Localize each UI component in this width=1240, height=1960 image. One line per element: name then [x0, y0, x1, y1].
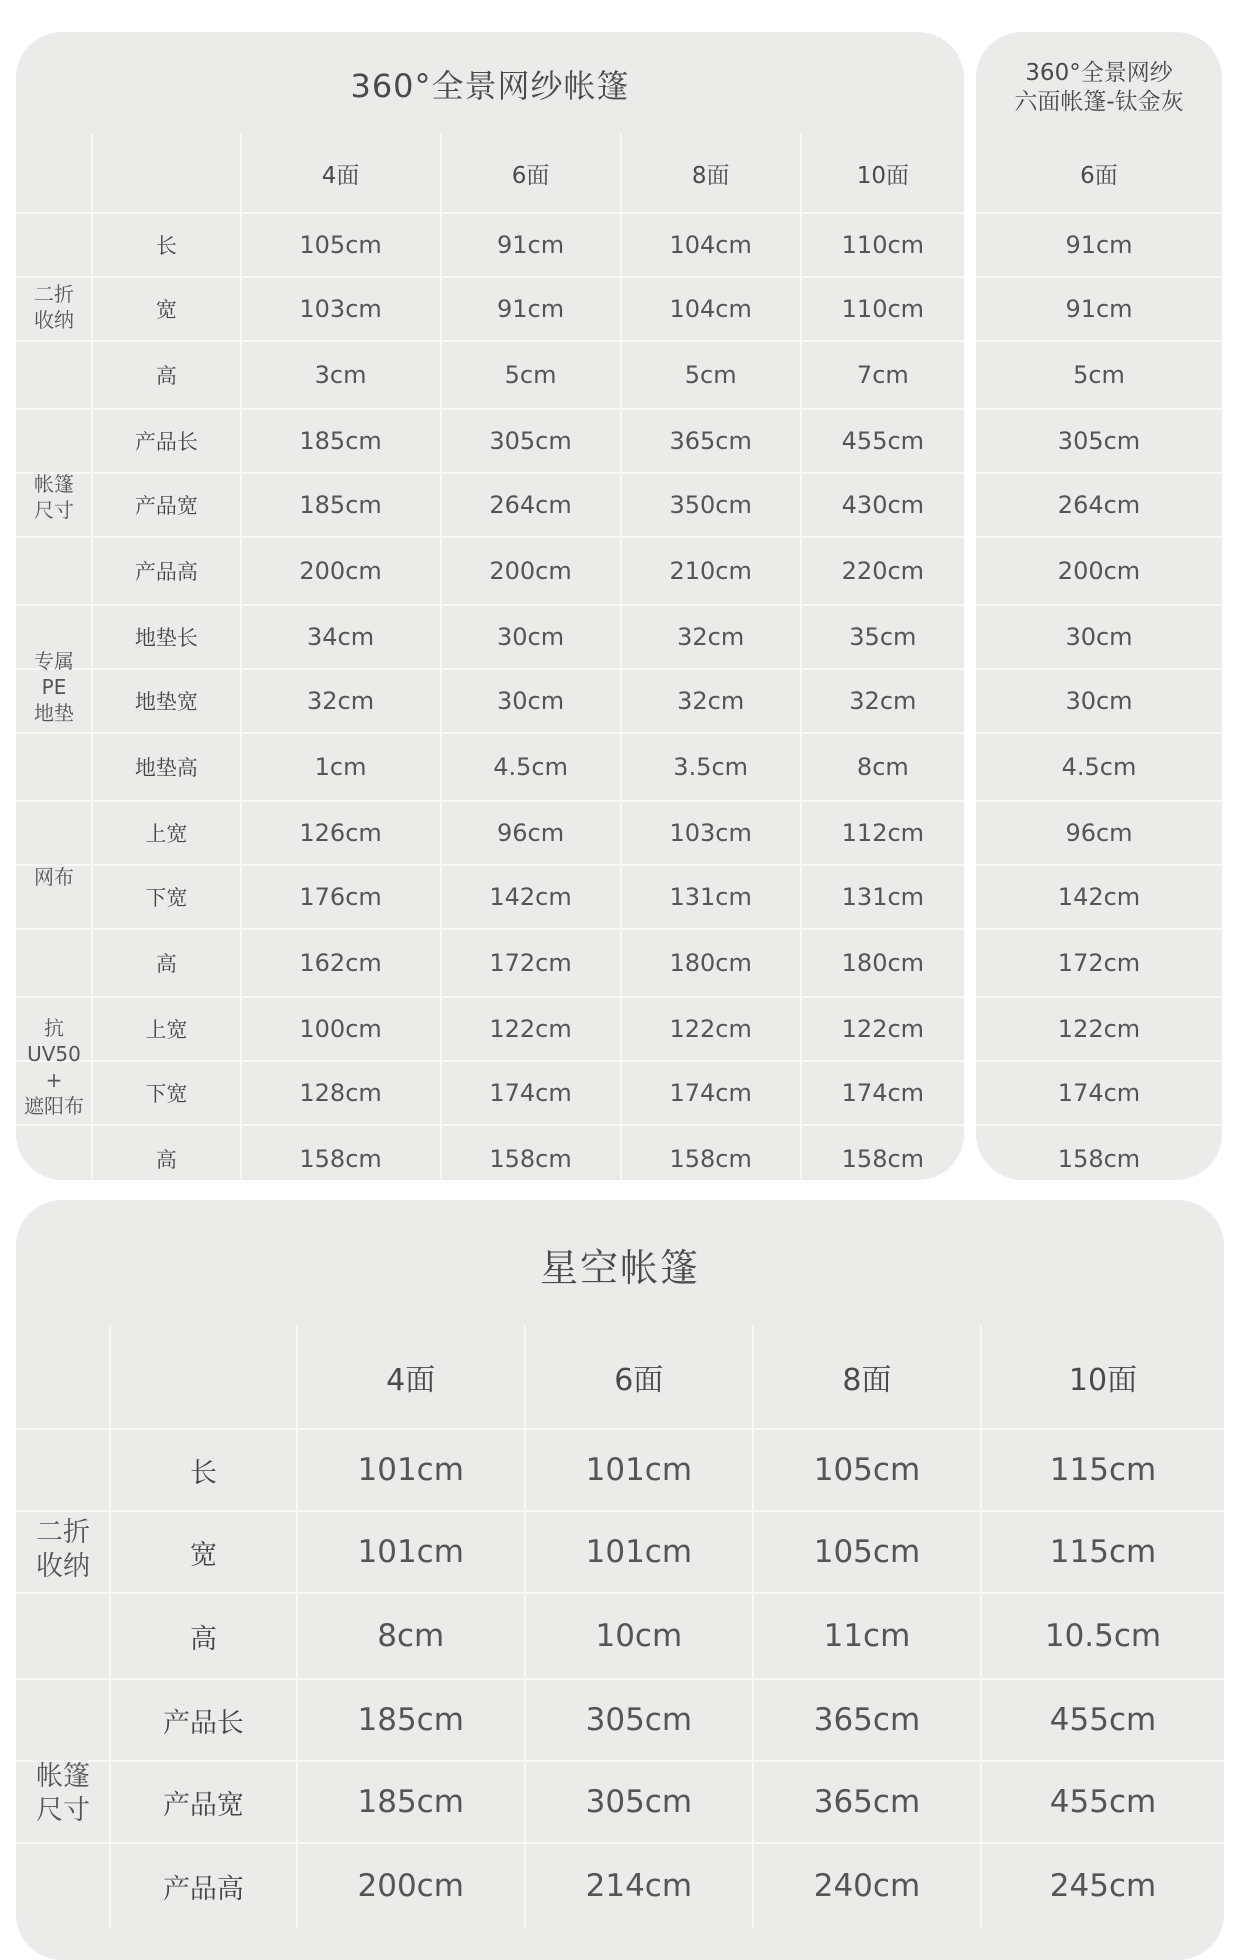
- value-cell: 91cm: [976, 276, 1222, 340]
- row-label: 产品长: [93, 410, 241, 472]
- value-cell: 180cm: [841, 949, 925, 977]
- row-label: 下宽: [93, 1062, 241, 1124]
- value-cell: 112cm: [841, 819, 925, 847]
- column-header: 8面: [754, 1326, 982, 1428]
- value-cell: 10.5cm: [1044, 1618, 1162, 1654]
- value-cell: 8cm: [298, 1594, 526, 1678]
- value-cell: 105cm: [754, 1430, 982, 1510]
- row-label: 高: [93, 930, 241, 996]
- mesh-tent-title: 360°全景网纱帐篷: [350, 67, 630, 105]
- value-cell: 174cm: [442, 1062, 622, 1124]
- row-label: 高: [93, 1126, 241, 1180]
- value-cell: 305cm: [526, 1680, 754, 1760]
- value-cell: 122cm: [976, 996, 1222, 1060]
- value-cell: 96cm: [976, 800, 1222, 864]
- group-label-line: 专属: [34, 649, 74, 673]
- row-label: 下宽: [93, 866, 241, 928]
- group-label-line: 二折: [36, 1517, 90, 1548]
- table-row: [16, 864, 964, 928]
- table-row: [16, 1060, 964, 1124]
- value-cell: 10cm: [526, 1594, 754, 1678]
- value-cell: 35cm: [849, 623, 917, 651]
- value-cell: 174cm: [841, 1079, 925, 1107]
- value-cell: 32cm: [242, 670, 442, 732]
- table-row: [16, 340, 964, 408]
- table-row: [16, 1428, 1224, 1510]
- row-label: 高: [93, 342, 241, 408]
- value-cell: 365cm: [754, 1762, 982, 1842]
- value-cell: 264cm: [976, 472, 1222, 536]
- group-label-line: 尺寸: [36, 1795, 90, 1826]
- value-cell: 185cm: [242, 474, 442, 536]
- value-cell: 101cm: [298, 1430, 526, 1510]
- value-cell: 240cm: [754, 1844, 982, 1928]
- value-cell: 5cm: [442, 342, 622, 408]
- corner-cell: [93, 134, 241, 212]
- row-label: 地垫高: [93, 734, 241, 800]
- value-cell: 200cm: [298, 1844, 526, 1928]
- table-row: [16, 800, 964, 864]
- star-tent-title: 星空帐篷: [539, 1245, 700, 1290]
- value-cell: 32cm: [622, 606, 802, 668]
- table-row: [16, 1678, 1224, 1760]
- value-cell: 32cm: [849, 687, 917, 715]
- value-cell: 103cm: [242, 278, 442, 340]
- table-row: [16, 996, 964, 1060]
- header-row: [16, 1326, 1224, 1428]
- value-cell: 305cm: [976, 408, 1222, 472]
- corner-cell: [16, 1326, 111, 1428]
- value-cell: 158cm: [976, 1124, 1222, 1180]
- table-row: [16, 668, 964, 732]
- value-cell: 126cm: [242, 802, 442, 864]
- value-cell: 174cm: [976, 1060, 1222, 1124]
- row-label: 产品高: [111, 1844, 297, 1928]
- value-cell: 214cm: [526, 1844, 754, 1928]
- value-cell: 3.5cm: [622, 734, 802, 800]
- value-cell: 180cm: [622, 930, 802, 996]
- value-cell: 185cm: [298, 1762, 526, 1842]
- value-cell: 128cm: [242, 1062, 442, 1124]
- value-cell: 122cm: [442, 998, 622, 1060]
- value-cell: 100cm: [242, 998, 442, 1060]
- table-row: [16, 732, 964, 800]
- table-row: [16, 604, 964, 668]
- table-row: [16, 408, 964, 472]
- group-label: [16, 782, 92, 972]
- value-cell: 350cm: [622, 474, 802, 536]
- header-row: [16, 134, 964, 212]
- mesh-tent-spec-table: [16, 32, 964, 1180]
- value-cell: 430cm: [841, 491, 925, 519]
- table-row: [16, 1592, 1224, 1678]
- titanium-grey-grid: [976, 134, 1222, 1180]
- value-cell: 1cm: [242, 734, 442, 800]
- group-label-line: 遮阳布: [24, 1094, 84, 1118]
- column-header: 6面: [1080, 162, 1118, 189]
- value-cell: 110cm: [841, 231, 925, 259]
- group-label-line: 地垫: [34, 701, 74, 725]
- row-label: 地垫宽: [93, 670, 241, 732]
- value-cell: 105cm: [242, 214, 442, 276]
- star-tent-spec-table: [16, 1200, 1224, 1960]
- row-label: 上宽: [93, 998, 241, 1060]
- group-label-line: 收纳: [34, 308, 74, 332]
- column-header: 10面: [1068, 1363, 1138, 1398]
- group-label: [16, 402, 92, 592]
- value-cell: 176cm: [242, 866, 442, 928]
- table-row: [16, 1842, 1224, 1928]
- value-cell: 30cm: [976, 668, 1222, 732]
- row-label: 地垫长: [93, 606, 241, 668]
- value-cell: 455cm: [1049, 1702, 1157, 1738]
- value-cell: 34cm: [242, 606, 442, 668]
- table-row: [16, 1510, 1224, 1592]
- row-label: 产品宽: [93, 474, 241, 536]
- value-cell: 5cm: [622, 342, 802, 408]
- group-label: [16, 1672, 110, 1916]
- value-cell: 105cm: [754, 1512, 982, 1592]
- value-cell: 101cm: [526, 1512, 754, 1592]
- value-cell: 131cm: [622, 866, 802, 928]
- group-label: [16, 972, 92, 1162]
- table-row: [16, 536, 964, 604]
- star-tent-grid: [16, 1326, 1224, 1928]
- titanium-grey-spec-column: [976, 32, 1222, 1180]
- table-row: [16, 1760, 1224, 1842]
- value-cell: 101cm: [526, 1430, 754, 1510]
- corner-cell: [16, 134, 93, 212]
- value-cell: 96cm: [442, 802, 622, 864]
- column-header: 10面: [856, 162, 909, 189]
- row-label: 宽: [111, 1512, 297, 1592]
- value-cell: 158cm: [442, 1126, 622, 1180]
- mesh-tent-grid: [16, 134, 964, 1180]
- row-label: 产品长: [111, 1680, 297, 1760]
- value-cell: 185cm: [298, 1680, 526, 1760]
- value-cell: 200cm: [442, 538, 622, 604]
- value-cell: 101cm: [298, 1512, 526, 1592]
- value-cell: 4.5cm: [442, 734, 622, 800]
- value-cell: 365cm: [754, 1680, 982, 1760]
- corner-cell: [111, 1326, 297, 1428]
- value-cell: 305cm: [442, 410, 622, 472]
- column-header: 4面: [298, 1326, 526, 1428]
- group-label-line: 尺寸: [34, 498, 74, 522]
- group-label-line: PE: [41, 675, 67, 699]
- value-cell: 142cm: [442, 866, 622, 928]
- value-cell: 104cm: [622, 214, 802, 276]
- value-cell: 365cm: [622, 410, 802, 472]
- table-row: [16, 1124, 964, 1180]
- value-cell: 264cm: [442, 474, 622, 536]
- titanium-grey-title-line-1: 360°全景网纱: [1025, 60, 1173, 86]
- column-header: 8面: [622, 134, 802, 212]
- value-cell: 185cm: [242, 410, 442, 472]
- value-cell: 4.5cm: [976, 732, 1222, 800]
- titanium-grey-title: [976, 48, 1222, 128]
- titanium-grey-title-line-2: 六面帐篷-钛金灰: [1014, 89, 1184, 115]
- value-cell: 115cm: [1049, 1452, 1157, 1488]
- row-label: 产品高: [93, 538, 241, 604]
- column-header: 6面: [526, 1326, 754, 1428]
- value-cell: 32cm: [622, 670, 802, 732]
- value-cell: 455cm: [841, 427, 925, 455]
- value-cell: 200cm: [976, 536, 1222, 604]
- column-header: 6面: [442, 134, 622, 212]
- value-cell: 3cm: [242, 342, 442, 408]
- value-cell: 174cm: [622, 1062, 802, 1124]
- group-label: [16, 592, 92, 782]
- value-cell: 200cm: [242, 538, 442, 604]
- value-cell: 158cm: [841, 1145, 925, 1173]
- value-cell: 91cm: [442, 278, 622, 340]
- group-label-line: +: [45, 1068, 63, 1092]
- group-label-line: 帐篷: [36, 1761, 90, 1792]
- group-label-line: 帐篷: [34, 472, 74, 496]
- value-cell: 104cm: [622, 278, 802, 340]
- value-cell: 245cm: [1049, 1868, 1157, 1904]
- row-label: 宽: [93, 278, 241, 340]
- value-cell: 5cm: [976, 340, 1222, 408]
- value-cell: 122cm: [622, 998, 802, 1060]
- row-label: 长: [93, 214, 241, 276]
- group-label-line: 网布: [34, 865, 74, 889]
- value-cell: 11cm: [754, 1594, 982, 1678]
- group-label-line: 抗: [44, 1016, 64, 1040]
- value-cell: 305cm: [526, 1762, 754, 1842]
- group-label-line: UV50: [27, 1042, 81, 1066]
- value-cell: 110cm: [841, 295, 925, 323]
- value-cell: 158cm: [242, 1126, 442, 1180]
- row-label: 产品宽: [111, 1762, 297, 1842]
- value-cell: 103cm: [622, 802, 802, 864]
- value-cell: 172cm: [976, 928, 1222, 996]
- value-cell: 7cm: [856, 361, 909, 389]
- table-row: [16, 928, 964, 996]
- value-cell: 30cm: [442, 670, 622, 732]
- value-cell: 455cm: [1049, 1784, 1157, 1820]
- row-label: 高: [111, 1594, 297, 1678]
- group-label: [16, 212, 92, 402]
- value-cell: 91cm: [442, 214, 622, 276]
- row-label: 长: [111, 1430, 297, 1510]
- value-cell: 210cm: [622, 538, 802, 604]
- column-header: 4面: [242, 134, 442, 212]
- group-label-line: 二折: [34, 282, 74, 306]
- value-cell: 158cm: [622, 1126, 802, 1180]
- value-cell: 30cm: [442, 606, 622, 668]
- group-label-line: 收纳: [36, 1551, 90, 1582]
- value-cell: 162cm: [242, 930, 442, 996]
- value-cell: 220cm: [841, 557, 925, 585]
- table-row: [16, 472, 964, 536]
- row-label: 上宽: [93, 802, 241, 864]
- value-cell: 30cm: [976, 604, 1222, 668]
- table-row: [16, 212, 964, 276]
- value-cell: 172cm: [442, 930, 622, 996]
- value-cell: 142cm: [976, 864, 1222, 928]
- value-cell: 91cm: [976, 212, 1222, 276]
- group-label: [16, 1428, 110, 1672]
- value-cell: 115cm: [1049, 1534, 1157, 1570]
- value-cell: 131cm: [841, 883, 925, 911]
- value-cell: 8cm: [856, 753, 909, 781]
- table-row: [16, 276, 964, 340]
- value-cell: 122cm: [841, 1015, 925, 1043]
